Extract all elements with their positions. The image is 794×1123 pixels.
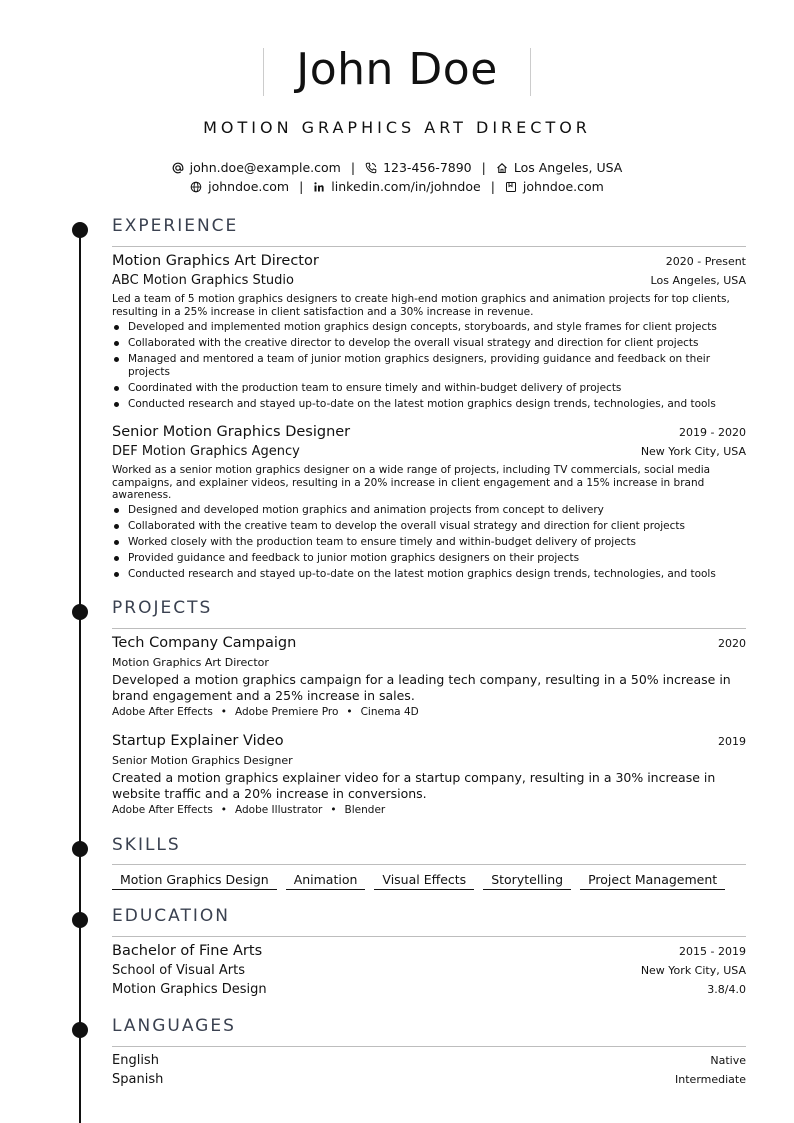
skills-list [112, 872, 752, 890]
skill-tag: Animation [286, 872, 366, 890]
company-name: ABC Motion Graphics Studio [112, 273, 294, 288]
school-name: School of Visual Arts [112, 963, 246, 978]
timeline-line [79, 230, 81, 1123]
contact-separator: | [490, 179, 495, 194]
timeline-dot-projects [72, 604, 88, 620]
contact-email[interactable] [172, 159, 341, 177]
contact-portfolio[interactable] [505, 178, 604, 196]
at-icon [172, 162, 184, 174]
tool-tag: Adobe Premiere Pro [235, 706, 339, 718]
section-rule [112, 1046, 746, 1047]
job-bullets [112, 504, 746, 584]
section-title-education: EDUCATION [112, 906, 230, 926]
experience-1-company-row [112, 273, 746, 288]
contact-row-1 [0, 159, 794, 177]
list-item: Conducted research and stayed up-to-date on the latest motion graphics design trends, technologies, and tools [112, 398, 746, 411]
language-name: Spanish [112, 1072, 164, 1087]
tool-separator: • [346, 706, 353, 718]
project-name: Startup Explainer Video [112, 733, 284, 749]
company-name: DEF Motion Graphics Agency [112, 444, 300, 459]
tool-tag: Cinema 4D [360, 706, 419, 718]
job-dates: 2019 - 2020 [679, 426, 746, 439]
project-description: Created a motion graphics explainer video for a startup company, resulting in a 30% increase in website traffic and a 20% increase in conversions. [112, 770, 716, 801]
contact-row-2 [0, 178, 794, 196]
skill-tag: Project Management [580, 872, 725, 890]
project-name: Tech Company Campaign [112, 635, 297, 651]
job-dates: 2020 - Present [665, 255, 746, 268]
tool-tag: Adobe After Effects [112, 804, 213, 816]
skill-tag: Motion Graphics Design [112, 872, 277, 890]
timeline-dot-education [72, 912, 88, 928]
field-of-study: Motion Graphics Design [112, 982, 267, 997]
section-title-experience: EXPERIENCE [112, 216, 239, 236]
school-location: New York City, USA [640, 964, 746, 977]
contact-website[interactable] [190, 178, 289, 196]
website-text: johndoe.com [208, 179, 290, 194]
project-2-header [112, 733, 746, 749]
list-item: Designed and developed motion graphics and animation projects from concept to delivery [112, 504, 746, 517]
language-row [112, 1072, 746, 1087]
location-text: Los Angeles, USA [513, 160, 623, 175]
job-title: Motion Graphics Art Director [112, 253, 319, 269]
timeline-dot-experience [72, 222, 88, 238]
candidate-title: MOTION GRAPHICS ART DIRECTOR [203, 118, 591, 137]
list-item: Developed and implemented motion graphics design concepts, storyboards, and style frames for client projects [112, 321, 746, 334]
education-dates: 2015 - 2019 [679, 945, 746, 958]
job-summary: Led a team of 5 motion graphics designers to create high-end motion graphics and animation projects for top clients, resulting in a 25% increase in client satisfaction and a 30% increase in revenue. [112, 293, 730, 318]
project-year: 2019 [718, 735, 746, 748]
tool-tag: Adobe After Effects [112, 706, 213, 718]
education-school-row [112, 963, 746, 978]
phone-icon [365, 162, 377, 174]
list-item: Collaborated with the creative director to develop the overall visual strategy and direction for client projects [112, 337, 746, 350]
contact-phone[interactable] [365, 159, 472, 177]
education-header [112, 943, 746, 959]
skill-tag: Visual Effects [374, 872, 474, 890]
project-tools [112, 706, 419, 718]
job-location: Los Angeles, USA [650, 274, 746, 287]
section-title-languages: LANGUAGES [112, 1016, 236, 1036]
job-title: Senior Motion Graphics Designer [112, 424, 351, 440]
list-item: Conducted research and stayed up-to-date on the latest motion graphics design trends, technologies, and tools [112, 568, 746, 581]
email-text: john.doe@example.com [189, 160, 341, 175]
tool-tag: Adobe Illustrator [235, 804, 323, 816]
section-title-skills: SKILLS [112, 835, 181, 855]
experience-2-header [112, 424, 746, 440]
contact-location [496, 159, 622, 177]
phone-text: 123-456-7890 [383, 160, 472, 175]
education-field-row [112, 982, 746, 997]
degree: Bachelor of Fine Arts [112, 943, 263, 959]
experience-2-company-row [112, 444, 746, 459]
language-level: Intermediate [675, 1073, 746, 1086]
contact-separator: | [350, 160, 356, 175]
project-year: 2020 [718, 637, 746, 650]
section-title-projects: PROJECTS [112, 598, 213, 618]
tool-separator: • [220, 804, 227, 816]
candidate-name: John Doe [296, 44, 498, 95]
contact-linkedin[interactable] [313, 178, 480, 196]
project-description: Developed a motion graphics campaign for a leading tech company, resulting in a 50% increase in brand engagement and a 25% increase in sales. [112, 672, 731, 703]
gpa: 3.8/4.0 [707, 983, 746, 996]
home-icon [496, 162, 508, 174]
linkedin-icon [313, 181, 325, 193]
portfolio-text: johndoe.com [522, 179, 604, 194]
section-rule [112, 246, 746, 247]
job-summary: Worked as a senior motion graphics designer on a wide range of projects, including TV commercials, social media campaigns, and explainer videos, resulting in a 20% increase in client engagement and a 15% increase in brand awareness. [112, 464, 711, 501]
list-item: Worked closely with the production team to ensure timely and within-budget delivery of projects [112, 536, 746, 549]
list-item: Provided guidance and feedback to junior motion graphics designers on their projects [112, 552, 746, 565]
tool-tag: Blender [344, 804, 386, 816]
section-rule [112, 864, 746, 865]
list-item: Coordinated with the production team to ensure timely and within-budget delivery of projects [112, 382, 746, 395]
language-name: English [112, 1053, 159, 1068]
tool-separator: • [220, 706, 227, 718]
globe-icon [190, 181, 202, 193]
contact-separator: | [481, 160, 486, 175]
experience-1-header [112, 253, 746, 269]
tool-separator: • [330, 804, 337, 816]
linkedin-text: linkedin.com/in/johndoe [331, 179, 481, 194]
job-location: New York City, USA [640, 445, 746, 458]
language-row [112, 1053, 746, 1068]
skill-tag: Storytelling [483, 872, 571, 890]
project-tools [112, 804, 385, 816]
section-rule [112, 628, 746, 629]
timeline-dot-skills [72, 841, 88, 857]
language-level: Native [710, 1054, 746, 1067]
job-bullets [112, 321, 746, 414]
list-item: Managed and mentored a team of junior motion graphics designers, providing guidance and feedback on their projects [112, 353, 746, 378]
section-rule [112, 936, 746, 937]
timeline-dot-languages [72, 1022, 88, 1038]
portfolio-icon [505, 181, 517, 193]
contact-separator: | [299, 179, 304, 194]
project-role: Motion Graphics Art Director [112, 656, 269, 669]
project-role: Senior Motion Graphics Designer [112, 754, 293, 767]
list-item: Collaborated with the creative team to develop the overall visual strategy and direction for client projects [112, 520, 746, 533]
project-1-header [112, 635, 746, 651]
